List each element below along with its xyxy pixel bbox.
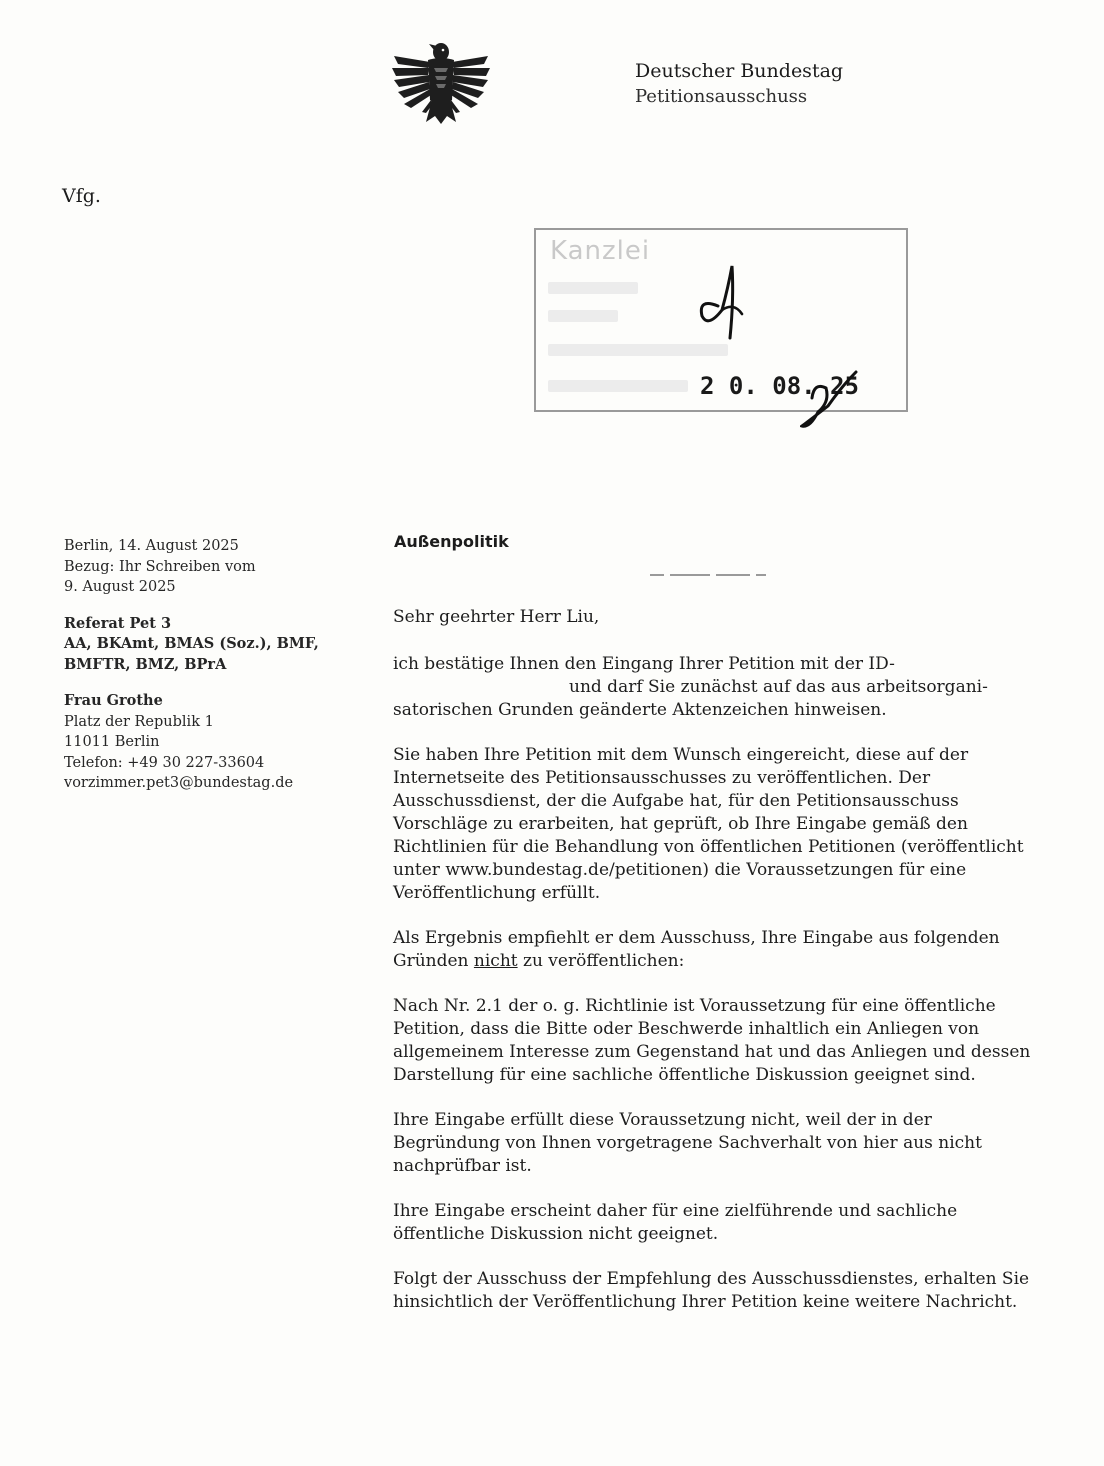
city-address: 11011 Berlin (64, 734, 160, 750)
salutation: Sehr geehrter Herr Liu, (393, 607, 600, 627)
paragraph-receipt (393, 653, 1043, 722)
institution-name: Deutscher Bundestag (635, 60, 844, 82)
phone: Telefon: +49 30 227-33604 (64, 754, 265, 771)
stamp-label: Kanzlei (550, 236, 651, 266)
contact-name: Frau Grothe (64, 692, 163, 709)
text: zu veröffentlichen: (517, 951, 685, 971)
department: Referat Pet 3 (64, 614, 172, 632)
ministries: AA, BKAmt, BMAS (Soz.), BMF, (64, 635, 319, 652)
paragraph-line: und darf Sie zunächst auf das aus arbeitsorgani- (569, 677, 988, 697)
reference-line: Bezug: Ihr Schreiben vom (64, 558, 256, 575)
handwritten-paraph (800, 368, 858, 434)
reference-date: 9. August 2025 (64, 579, 176, 595)
redacted-text (650, 564, 778, 570)
federal-eagle-logo (388, 38, 494, 126)
stamp-faded-line (548, 282, 638, 294)
paragraph-result (393, 927, 1043, 973)
letter-date: Berlin, 14. August 2025 (64, 538, 239, 554)
street-address: Platz der Republik 1 (64, 713, 214, 730)
disposition-note: Vfg. (62, 185, 101, 207)
committee-name: Petitionsausschuss (635, 86, 808, 107)
paragraph-review: Sie haben Ihre Petition mit dem Wunsch eingereicht, diese auf der Internetseite des Petitionsausschusses zu veröffentlichen. Der Ausschussdienst, der die Aufgabe hat, für den Petitionsausschuss Vorschläge zu erarbeiten, hat geprüft, ob Ihre Eingabe gemäß den Richtlinien für die Behandlung von öffentlichen Petitionen (veröffentlicht unter www.bundestag.de/petitionen) die Voraussetzungen für eine Veröffentlichung erfüllt. (393, 745, 1024, 903)
text: Als Ergebnis empfiehlt er dem Ausschuss, Ihre Eingabe aus folgenden Gründen (393, 928, 1000, 971)
paragraph-line: satorischen Grunden geänderte Aktenzeichen hinweisen. (393, 700, 887, 720)
stamp-faded-line (548, 344, 728, 356)
letter-subject: Außenpolitik (394, 532, 509, 551)
emphasis-not: nicht (473, 951, 518, 971)
ministries: BMFTR, BMZ, BPrA (64, 655, 227, 673)
paragraph-line: ich bestätige Ihnen den Eingang Ihrer Petition mit der ID- (393, 654, 895, 674)
stamp-faded-line (548, 380, 688, 392)
paragraph-reason: Ihre Eingabe erfüllt diese Voraussetzung nicht, weil der in der Begründung von Ihnen vorgetragene Sachverhalt von hier aus nicht nachprüfbar ist. (393, 1110, 982, 1176)
paragraph-outcome: Folgt der Ausschuss der Empfehlung des Ausschussdienstes, erhalten Sie hinsichtlich der Veröffentlichung Ihrer Petition keine weitere Nachricht. (393, 1269, 1030, 1312)
letter-body (393, 606, 1043, 1336)
sender-info (64, 536, 364, 794)
paragraph-guideline: Nach Nr. 2.1 der o. g. Richtlinie ist Voraussetzung für eine öffentliche Petition, dass die Bitte oder Beschwerde inhaltlich ein Anliegen von allgemeinem Interesse zum Gegenstand hat und das Anliegen und dessen Darstellung für eine sachliche öffentliche Diskussion geeignet sind. (393, 996, 1031, 1085)
handwritten-initial (688, 258, 750, 342)
email: vorzimmer.pet3@bundestag.de (64, 775, 294, 791)
paragraph-conclusion: Ihre Eingabe erscheint daher für eine zielführende und sachliche öffentliche Diskussion nicht geeignet. (393, 1201, 958, 1244)
stamp-faded-line (548, 310, 618, 322)
stamp-date: 2 0. 08. 25 (700, 372, 859, 400)
